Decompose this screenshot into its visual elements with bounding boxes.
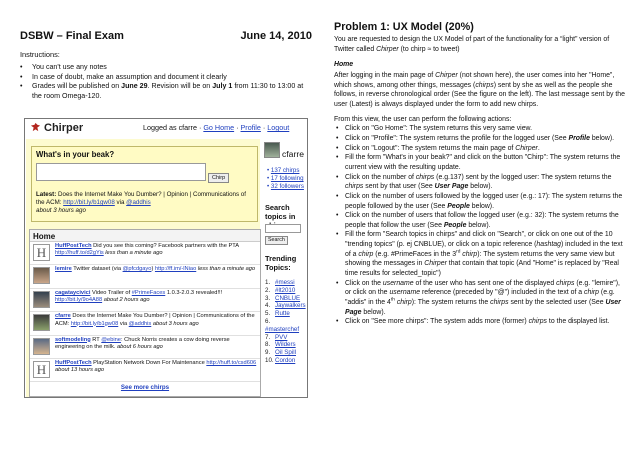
chirp-link[interactable]: http://bit.ly/9o4A88 [55,297,103,304]
problem-intro: You are requested to design the UX Model of part of the functionality for a “light” version of Twitter called Chirper (to chirp ≈ to tweet) [334,36,610,53]
trending-topic-link[interactable]: Wilders [275,341,296,349]
list-item: • Click on the username of the user who has sent one of the displayed chirps (e.g. "lemire"), or click on the username reference (preceded by "@") included in the text of a chirp (e.g. "addis" in the 4th chirp): The system returns the chirps sent by the selected user (See User Page below). [336,279,621,316]
main-column [26,139,260,397]
list-item: lemire Twitter dataset (via @pfcdgayo) http://ff.im/-lNiao less than a minute ago [30,265,260,288]
list-item: • Fill the form "What's in your beak?" and click on the button "Chirp": The system returns the current view with the resulting update. [336,154,621,171]
trending-topic-link[interactable]: Rutte [275,310,290,318]
search-button[interactable]: Search [265,236,288,245]
list-item: 4. Jaywalkers [265,302,306,310]
avatar[interactable]: H [33,244,50,261]
actions-list [334,124,626,327]
list-item: 9. Oil Spill [265,349,296,357]
profile-name: cfarre [282,149,304,159]
username-link[interactable]: HuffPostTech [55,243,92,249]
username-link[interactable]: cagataycivici [55,289,91,296]
username-link[interactable]: softmodeling [55,336,91,343]
instruction-item: • Grades will be published on June 29. Revision will be on July 1 from 11:30 to 13:00 at the room Omega-120. [20,82,304,100]
trending-topic-link[interactable]: #messi [275,279,295,286]
avatar[interactable]: H [33,361,50,378]
search-title: Search topics in [265,203,296,221]
list-item: 1. #messi [265,279,295,286]
list-item: cagataycivici Video Trailer of #PrimeFaces 1.0.3-2.0.3 revealed!!! http://bit.ly/9o4A88 about 2 hours ago [30,289,260,312]
list-item: • Click on "Profile": The system returns the profile for the logged user (See Profile below). [336,134,615,142]
following-count-link[interactable]: 17 following [270,174,304,182]
list-item: • Click on "Go Home": The system returns this very same view. [336,125,533,133]
chirper-mockup [24,118,308,398]
instruction-item: • In case of doubt, make an assumption and document it clearly [20,72,227,81]
home-paragraph: After logging in the main page of Chirper (not shown here), the user comes into her "Home", which shows, among other things, messages (chirps) sent by she as well as the people she follows, in reverse chronological order (See the figure on the left). The last message sent by the user (Latest) is always displayed under the form to add new chirps. [334,71,625,108]
username-link[interactable]: HuffPostTech [55,359,92,366]
list-item: cfarre Does the Internet Make You Dumber? | Opinion | Communications of the ACM: http://bit.ly/b1gw08 via @addhis about 3 hours ago [30,312,260,335]
list-item: 6.#masterchef [265,317,300,333]
profile-stats [267,167,304,190]
list-item: • Click on the number of users that follow the logged user (e.g.: 32): The system returns the people that follow the user (See People below). [336,212,619,229]
mention-link[interactable]: @ebine [101,336,121,343]
trending-topic-link[interactable]: Jaywalkers [275,302,306,310]
mockup-topbar [25,119,307,139]
home-heading: Home [334,61,354,69]
list-item: • Click on "Logout": The system returns the main page of Chirper. [336,144,540,152]
home-timeline [29,229,261,397]
chirp-link[interactable]: http://huff.to/d2gYis [55,250,104,257]
list-item: 3. CNBLUE [265,294,301,302]
trending-title: Trending Topics: [265,254,297,272]
latest-link[interactable]: http://bit.ly/b1gw08 [63,199,115,207]
profile-link[interactable]: Profile [240,123,261,132]
avatar[interactable] [33,291,50,308]
list-item: 10.Cordon [265,356,296,364]
followers-count-link[interactable]: 32 followers [270,182,304,190]
profile-avatar [264,142,280,158]
username-link[interactable]: cfarre [55,313,71,320]
exam-date: June 14, 2010 [240,30,312,42]
exam-title: DSBW – Final Exam [20,30,124,42]
list-item: H HuffPostTech Did you see this coming? Facebook partners with the PTA http://huff.to/d2gYis less than a minute ago [30,242,260,265]
beak-title: What's in your beak? [36,150,115,159]
trending-topic-link[interactable]: Oil Spill [275,349,296,357]
list-item: 5. Rutte [265,310,290,318]
chirp-link[interactable]: http://huff.to/csd606 [206,359,257,366]
avatar[interactable] [33,314,50,331]
chirp-link[interactable]: http://bit.ly/b1gw08 [70,320,119,327]
list-item: 7. PVV [265,333,288,341]
instructions-list [20,63,312,101]
trending-topic-link[interactable]: CNBLUE [275,294,301,302]
hashtag-link[interactable]: #PrimeFaces [131,289,166,296]
trending-list [265,279,308,365]
trending-topic-link[interactable]: #lt2010 [275,286,296,294]
list-item: 2. #lt2010 [265,286,296,294]
avatar[interactable] [33,267,50,284]
top-nav: Logged as cfarre · Go Home · Profile · Logout [143,123,290,132]
list-item: • Click on the number of users followed by the logged user (e.g.: 17): The system returns the people followed by the user (See People below). [336,192,623,210]
list-item: • Click on "See more chirps": The system adds more (former) chirps to the displayed list. [336,318,610,326]
chirp-link[interactable]: http://ff.im/-lNiao [154,266,197,273]
chirps-count-link[interactable]: 137 chirps [270,167,300,174]
mention-link[interactable]: @addhis [128,320,152,327]
username-link[interactable]: lemire [55,266,72,273]
home-title: Home [30,230,260,242]
exam-header-section [20,30,312,101]
latest-chirp: Latest: Does the Internet Make You Dumber? | Opinion | Communications of the ACM: http://bit.ly/b1gw08 via @addhis about 3 hours ago [36,191,246,215]
mockup-content [25,139,308,398]
trending-topic-link[interactable]: PVV [275,333,288,341]
list-item: softmodeling RT @ebine: Chuck Norris creates a cow doing reverse engineering on the milk. about 6 hours ago [30,336,260,359]
latest-user-mention[interactable]: @addhis [126,199,151,207]
list-item: 8. Wilders [265,341,296,349]
chirp-button[interactable]: Chirp [208,173,229,183]
exam-header [20,30,312,42]
list-item: • Click on the number of chirps (e.g.137) sent by the logged user: The system returns the chirps sent by that user (See User Page below). [336,173,612,191]
instruction-item: • You can't use any notes [20,63,107,71]
trending-topic-link[interactable]: #masterchef [265,325,300,333]
go-home-link[interactable]: Go Home [203,123,235,132]
search-input[interactable] [265,224,301,233]
mention-link[interactable]: @pfcdgayo [122,266,152,273]
beak-form [31,146,258,222]
instructions-label: Instructions: [20,50,60,59]
list-item: • Fill the form "Search topics in chirps" and click on "Search", or click on one out of the 10 "trending topics" (p. ej CNBLUE), or click on a topic reference (hashtag) included in the text of a chirp (e.g. #PrimeFaces in the 3rd chirp): The system returns the very same view but showing the messages in Chirper that contain that topic (And "Home" is replaced by "Real time results for selected_topic") [336,231,623,278]
chirp-textarea[interactable] [36,163,206,181]
avatar[interactable] [33,338,50,355]
problem-title: Problem 1: UX Model (20%) [334,21,474,33]
trending-topic-link[interactable]: Cordon [275,356,296,364]
see-more-chirps-link[interactable]: See more chirps [120,384,170,392]
logo-text: Chirper [44,122,84,134]
bird-logo-icon [30,122,41,133]
problem-section [334,21,626,327]
list-item: H HuffPostTech PlayStation Network Down For Maintenance http://huff.to/csd606 about 13 hours ago [30,359,260,382]
actions-intro: From this view, the user can perform the following actions: [334,115,512,123]
logout-link[interactable]: Logout [267,123,290,132]
